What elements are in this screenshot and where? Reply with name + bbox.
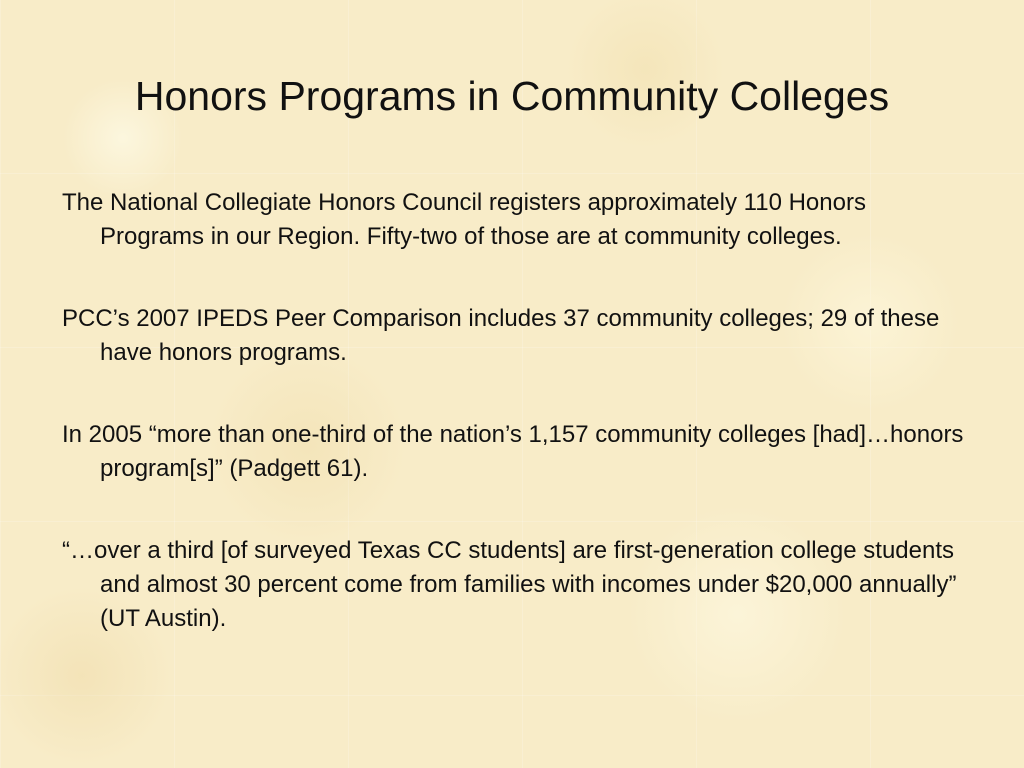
bullet-list <box>62 186 974 684</box>
bullet-ipeds-comparison: PCC’s 2007 IPEDS Peer Comparison includes 37 community colleges; 29 of these have honors programs. <box>62 305 940 366</box>
bullet-ncHC-count: The National Collegiate Honors Council registers approximately 110 Honors Programs in our Region. Fifty-two of those are at community colleges. <box>62 189 866 250</box>
bullet-ut-austin-quote: “…over a third [of surveyed Texas CC students] are first-generation college students and almost 30 percent come from families with incomes under $20,000 annually” (UT Austin). <box>62 537 957 632</box>
bullet-padgett-quote: In 2005 “more than one-third of the nation’s 1,157 community colleges [had]…honors program[s]” (Padgett 61). <box>62 421 964 482</box>
slide-title: Honors Programs in Community Colleges <box>134 73 890 119</box>
